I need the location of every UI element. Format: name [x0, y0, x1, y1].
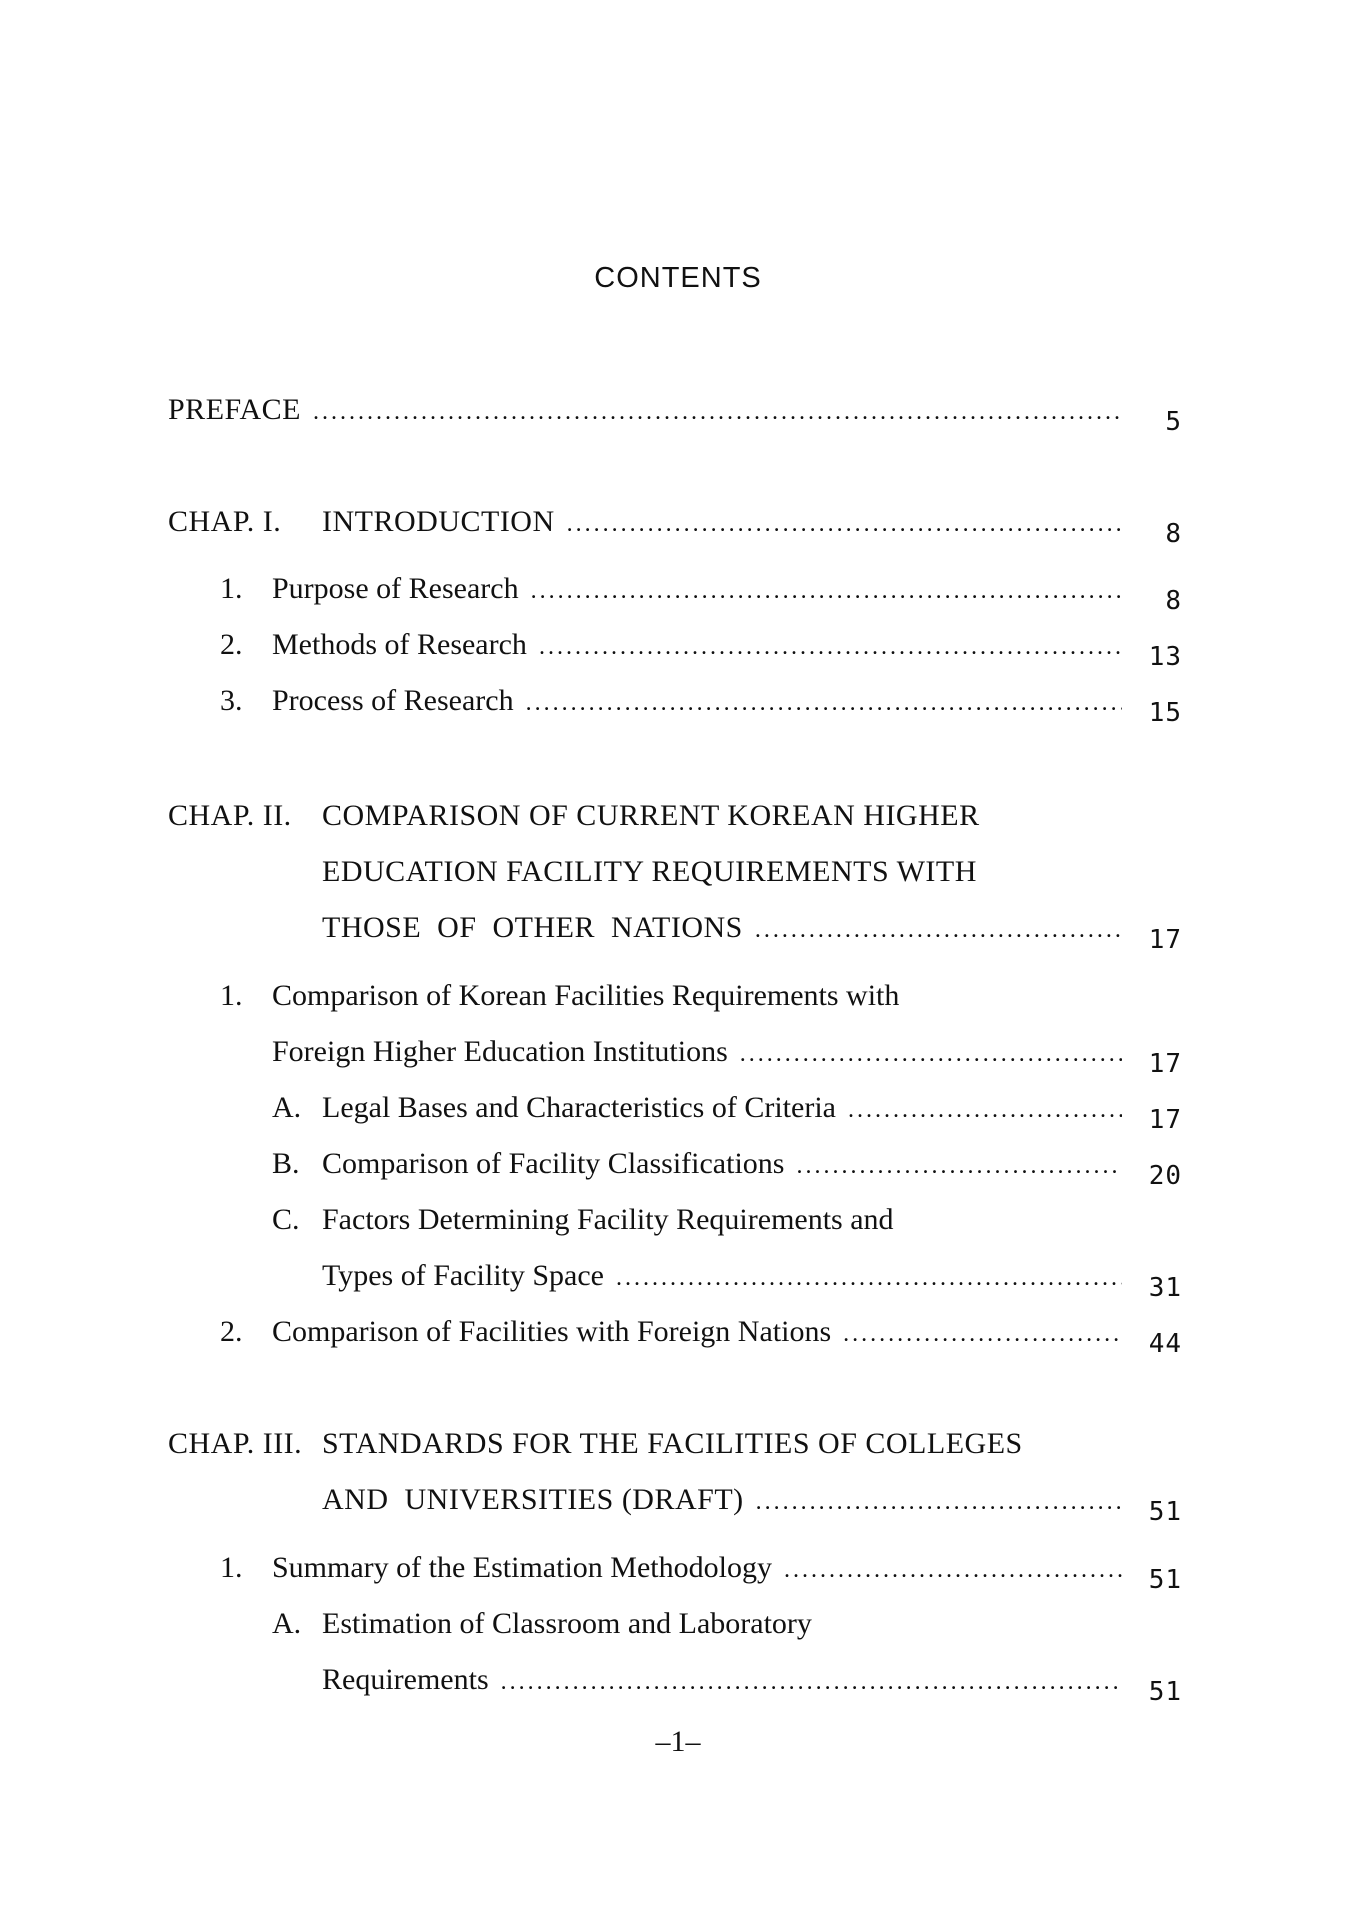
toc-entry-label: Legal Bases and Characteristics of Criteria [322, 1091, 836, 1124]
toc-entry-preface [0, 390, 1356, 440]
toc-entry-label: Comparison of Facilities with Foreign Nations [272, 1315, 832, 1348]
toc-leader [322, 908, 1128, 950]
dot-leader [531, 569, 1122, 611]
toc-leader [322, 1144, 1128, 1186]
toc-entry-chap-3 [0, 1480, 1356, 1530]
toc-entry-2-1 [0, 1032, 1356, 1082]
chapter-title-line: STANDARDS FOR THE FACILITIES OF COLLEGES [322, 1427, 1023, 1460]
toc-entry-label: Foreign Higher Education Institutions [272, 1035, 728, 1068]
toc-entry-chap-3-line-1 [0, 1424, 1356, 1474]
page-footer-number: –1– [655, 1725, 701, 1758]
toc-leader [272, 1032, 1128, 1074]
toc-page-number: 51 [1148, 1565, 1182, 1595]
dot-leader [501, 1660, 1122, 1702]
dot-leader [756, 1480, 1122, 1522]
subsection-letter: B. [272, 1147, 300, 1180]
toc-page-number: 51 [1148, 1677, 1182, 1707]
toc-entry-2-1-line-1 [0, 976, 1356, 1026]
dot-leader [539, 625, 1122, 667]
section-number: 2. [220, 628, 243, 661]
toc-entry-label: Types of Facility Space [322, 1259, 604, 1292]
toc-entry-2-1-a [0, 1088, 1356, 1138]
chapter-title-line: COMPARISON OF CURRENT KOREAN HIGHER [322, 799, 980, 832]
toc-page-number: 20 [1148, 1161, 1182, 1191]
toc-page-number: 8 [1165, 519, 1182, 549]
toc-leader [322, 502, 1128, 544]
toc-entry-chap-2 [0, 908, 1356, 958]
toc-page-number: 15 [1148, 698, 1182, 728]
section-title-line: Estimation of Classroom and Laboratory [322, 1607, 812, 1640]
toc-entry-label: Summary of the Estimation Methodology [272, 1551, 772, 1584]
toc-page-number: 8 [1165, 586, 1182, 616]
dot-leader [796, 1144, 1122, 1186]
toc-page-number: 44 [1148, 1329, 1182, 1359]
toc-entry-3-1-a [0, 1660, 1356, 1710]
section-number: 2. [220, 1315, 243, 1348]
dot-leader [526, 681, 1122, 723]
toc-leader [272, 1312, 1128, 1354]
chapter-title-line: EDUCATION FACILITY REQUIREMENTS WITH [322, 855, 977, 888]
toc-entry-1-2 [0, 625, 1356, 675]
toc-leader [168, 390, 1128, 432]
toc-entry-chap-2-line-1 [0, 796, 1356, 846]
dot-leader [616, 1256, 1122, 1298]
toc-page-number: 51 [1148, 1497, 1182, 1527]
dot-leader [843, 1312, 1122, 1354]
subsection-letter: C. [272, 1203, 300, 1236]
chapter-number: CHAP. II. [168, 799, 292, 832]
toc-leader [272, 625, 1128, 667]
toc-entry-3-1 [0, 1548, 1356, 1598]
toc-page-number: 17 [1148, 925, 1182, 955]
toc-page-number: 17 [1148, 1049, 1182, 1079]
dot-leader [740, 1032, 1122, 1074]
toc-leader [272, 569, 1128, 611]
toc-leader [322, 1480, 1128, 1522]
toc-entry-label: Comparison of Facility Classifications [322, 1147, 785, 1180]
toc-entry-1-3 [0, 681, 1356, 731]
toc-page-number: 31 [1148, 1273, 1182, 1303]
section-number: 1. [220, 979, 243, 1012]
toc-leader [322, 1256, 1128, 1298]
toc-leader [272, 681, 1128, 723]
dot-leader [313, 390, 1122, 432]
toc-entry-chap-1 [0, 502, 1356, 552]
toc-page-number: 5 [1165, 407, 1182, 437]
toc-page-number: 13 [1148, 642, 1182, 672]
toc-entry-2-1-c [0, 1256, 1356, 1306]
toc-entry-label: Methods of Research [272, 628, 527, 661]
chapter-number: CHAP. I. [168, 505, 282, 538]
toc-entry-2-1-c-line-1 [0, 1200, 1356, 1250]
section-number: 3. [220, 684, 243, 717]
toc-entry-1-1 [0, 569, 1356, 619]
subsection-letter: A. [272, 1091, 302, 1124]
toc-page-number: 17 [1148, 1105, 1182, 1135]
toc-entry-2-1-b [0, 1144, 1356, 1194]
toc-entry-3-1-a-line-1 [0, 1604, 1356, 1654]
dot-leader [784, 1548, 1122, 1590]
toc-entry-label: Purpose of Research [272, 572, 519, 605]
subsection-letter: A. [272, 1607, 302, 1640]
toc-leader [322, 1088, 1128, 1130]
dot-leader [567, 502, 1122, 544]
toc-leader [272, 1548, 1128, 1590]
toc-entry-label: Process of Research [272, 684, 514, 717]
page-title: CONTENTS [594, 262, 762, 294]
toc-entry-label: THOSE OF OTHER NATIONS [322, 911, 743, 944]
toc-entry-label: AND UNIVERSITIES (DRAFT) [322, 1483, 744, 1516]
section-title-line: Comparison of Korean Facilities Requirements with [272, 979, 900, 1012]
section-number: 1. [220, 572, 243, 605]
toc-entry-label: PREFACE [168, 393, 301, 426]
toc-entry-label: Requirements [322, 1663, 489, 1696]
toc-entry-chap-2-line-2 [0, 852, 1356, 902]
toc-leader [322, 1660, 1128, 1702]
dot-leader [755, 908, 1122, 950]
section-number: 1. [220, 1551, 243, 1584]
dot-leader [848, 1088, 1122, 1130]
section-title-line: Factors Determining Facility Requirements and [322, 1203, 894, 1236]
chapter-number: CHAP. III. [168, 1427, 303, 1460]
toc-entry-label: INTRODUCTION [322, 505, 555, 538]
toc-entry-2-2 [0, 1312, 1356, 1362]
